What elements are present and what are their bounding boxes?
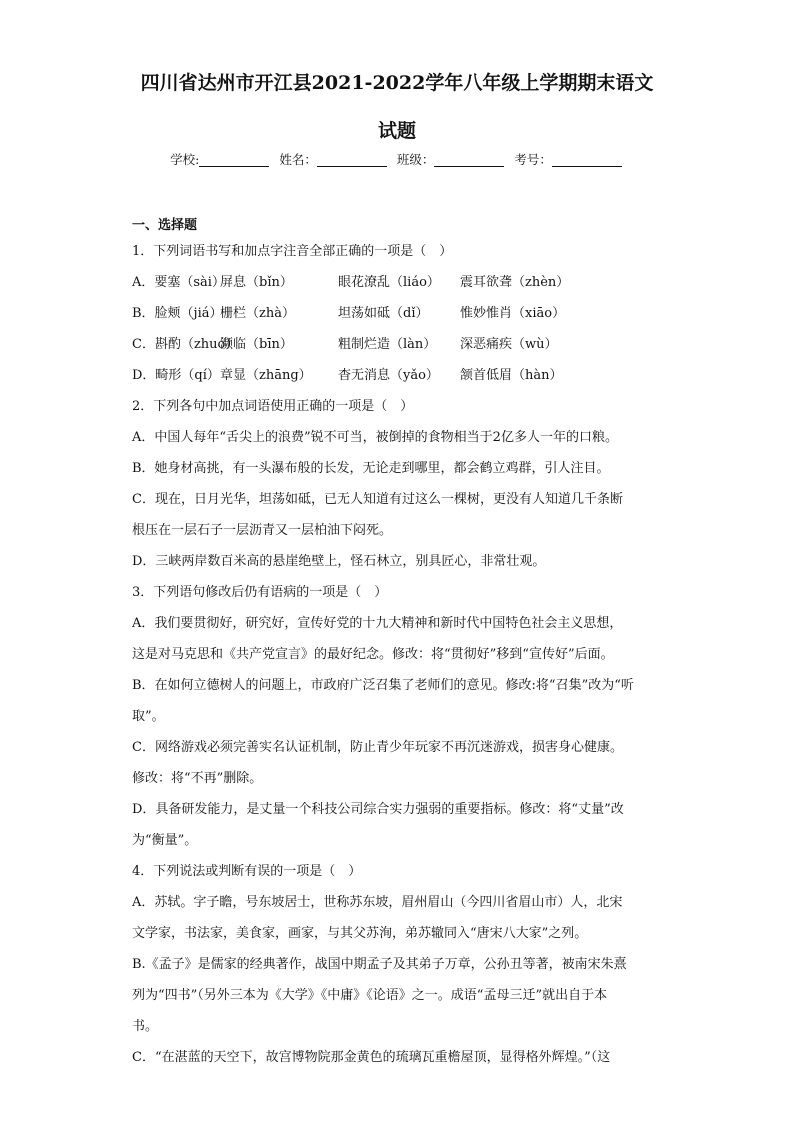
question-1-option-d <box>132 360 662 391</box>
class-blank[interactable] <box>434 166 504 167</box>
option-term: C．斟酌（zhuó） <box>132 337 239 352</box>
question-4-line: B.《孟子》是儒家的经典著作，战国中期孟子及其弟子万章，公孙丑等著，被南宋朱熹 <box>132 957 627 972</box>
option-term: 栅栏（zhà） <box>220 306 295 321</box>
question-4-line: 书。 <box>132 1019 159 1034</box>
question-1-option-a <box>132 267 662 298</box>
question-3-line: D．具备研发能力，是丈量一个科技公司综合实力强弱的重要指标。修改：将“丈量”改 <box>132 802 624 817</box>
option-term: A．要塞（sài） <box>132 275 225 290</box>
question-3-line: 修改：将“不再”删除。 <box>132 771 263 786</box>
option-term: B．脸颊（jiá） <box>132 306 223 321</box>
option-term: 惟妙惟肖（xiāo） <box>460 306 566 321</box>
option-term: 深恶痛疾（wù） <box>460 337 558 352</box>
option-term: 杳无消息（yǎo） <box>338 368 439 383</box>
student-info-row <box>132 150 662 170</box>
question-2-line: C．现在，日月光华，坦荡如砥，已无人知道有过这么一棵树，更没有人知道几千条断 <box>132 492 623 507</box>
option-term: 眼花潦乱（liáo） <box>338 275 440 290</box>
question-1-stem: 1．下列词语书写和加点字注音全部正确的一项是（ ） <box>132 244 453 259</box>
exam-title-line1: 四川省达州市开江县2021-2022学年八年级上学期期末语文 <box>140 72 654 94</box>
question-3-line: B．在如何立德树人的问题上，市政府广泛召集了老师们的意见。修改:将“召集”改为“听 <box>132 678 634 693</box>
name-blank[interactable] <box>317 166 387 167</box>
exam-title-line2: 试题 <box>377 120 416 142</box>
question-4-line: 文学家，书法家，美食家，画家，与其父苏洵，弟苏辙同入“唐宋八大家”之列。 <box>132 926 588 941</box>
school-label: 学校: <box>170 152 200 167</box>
question-2-line: A．中国人每年“舌尖上的浪费”锐不可当，被倒掉的食物相当于2亿多人一年的口粮。 <box>132 430 618 445</box>
question-2-stem: 2．下列各句中加点词语使用正确的一项是（ ） <box>132 399 414 414</box>
question-2-line: D．三峡两岸数百米高的悬崖绝壁上，怪石林立，别具匠心，非常壮观。 <box>132 554 546 569</box>
option-term: 章显（zhāng） <box>220 368 312 383</box>
section-heading: 一、选择题 <box>132 218 198 233</box>
question-3-line: C．网络游戏必须完善实名认证机制，防止青少年玩家不再沉迷游戏，损害身心健康。 <box>132 740 623 755</box>
name-label: 姓名： <box>279 152 317 167</box>
question-4-stem: 4．下列说法或判断有误的一项是（ ） <box>132 864 362 879</box>
option-term: 濒临（bīn） <box>220 337 293 352</box>
option-term: 屏息（bǐn） <box>220 275 293 290</box>
option-term: 颔首低眉（hàn） <box>460 368 563 383</box>
question-3-line: A．我们要贯彻好，研究好，宣传好党的十九大精神和新时代中国特色社会主义思想， <box>132 616 623 631</box>
option-term: D．畸形（qí） <box>132 368 220 383</box>
option-term: 粗制烂造（làn） <box>338 337 437 352</box>
question-4-line: C．“在湛蓝的天空下，故宫博物院那金黄色的琉璃瓦重檐屋顶，显得格外辉煌。”（这 <box>132 1050 611 1065</box>
question-4-line: 列为“四书”（另外三本为《大学》《中庸》《论语》之一。成语“孟母三迁”就出自于本 <box>132 988 608 1003</box>
option-term: 震耳欲聋（zhèn） <box>460 275 570 290</box>
school-blank[interactable] <box>199 166 269 167</box>
option-term: 坦荡如砥（dǐ） <box>338 306 429 321</box>
question-3-line: 这是对马克思和《共产党宣言》的最好纪念。修改：将“贯彻好”移到“宣传好”后面。 <box>132 647 614 662</box>
question-2-line: B．她身材高挑，有一头瀑布般的长发，无论走到哪里，都会鹤立鸡群，引人注目。 <box>132 461 610 476</box>
question-1-option-b <box>132 298 662 329</box>
question-3-line: 为“衡量”。 <box>132 833 198 848</box>
exam-number-blank[interactable] <box>552 166 622 167</box>
class-label: 班级： <box>396 152 435 167</box>
question-2-line: 根压在一层石子一层沥青又一层柏油下闷死。 <box>132 523 393 538</box>
question-3-line: 取”。 <box>132 709 165 724</box>
exam-number-label: 考号： <box>514 152 552 167</box>
question-1-option-c <box>132 329 662 360</box>
question-3-stem: 3．下列语句修改后仍有语病的一项是（ ） <box>132 585 388 600</box>
question-4-line: A．苏轼。字子瞻，号东坡居士，世称苏东坡，眉州眉山（今四川省眉山市）人，北宋 <box>132 895 623 910</box>
